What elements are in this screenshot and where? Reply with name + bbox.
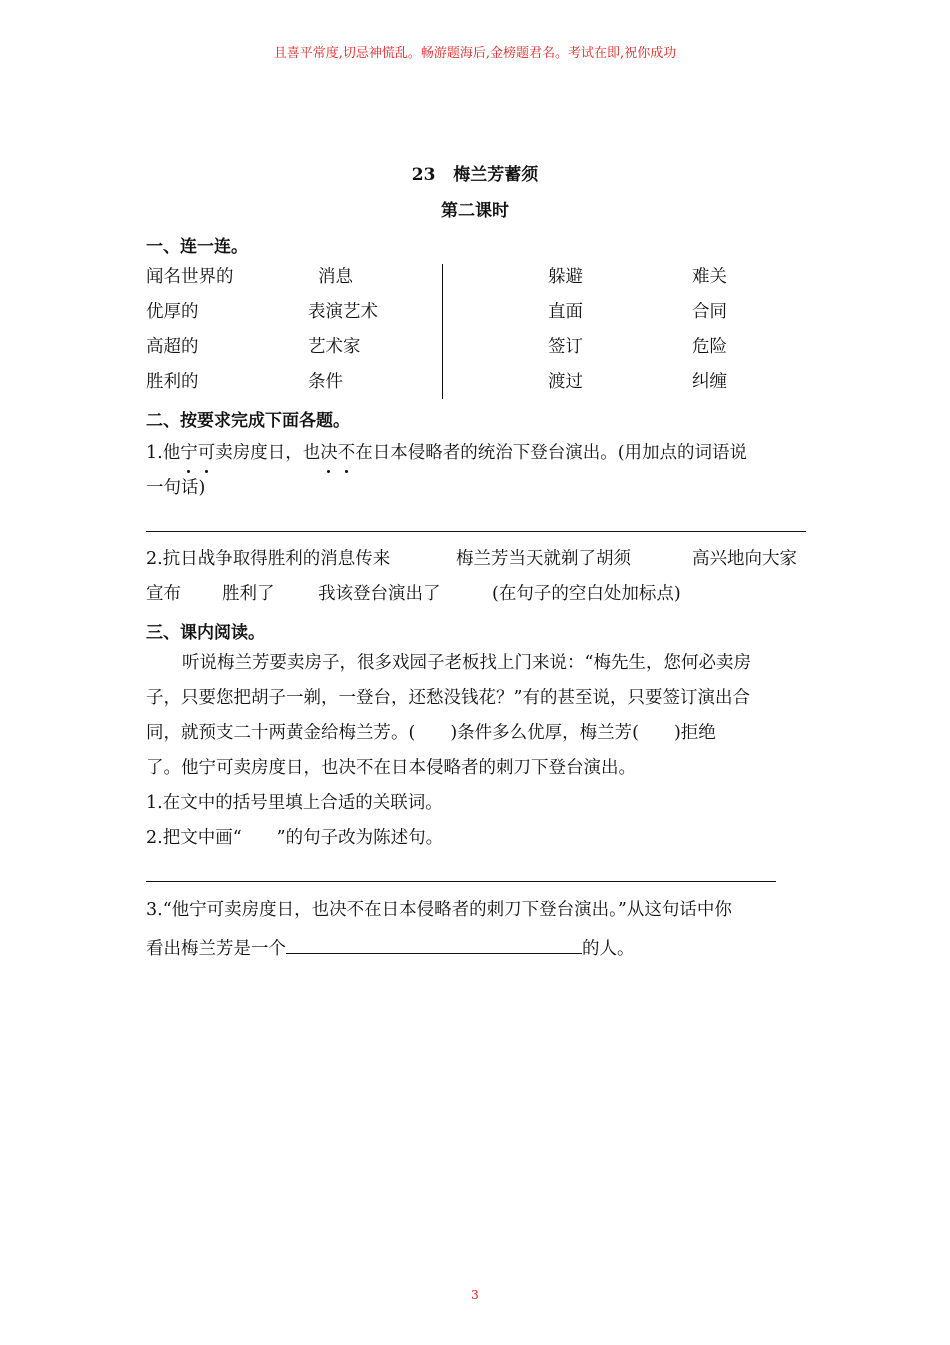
s3-q3-line1: 3.“他宁可卖房度日，也决不在日本侵略者的刺刀下登台演出。”从这句话中你 <box>146 900 732 920</box>
match-left-b-3: 艺术家 <box>308 337 361 357</box>
s3-q2: 2.把文中画“ ”的句子改为陈述句。 <box>146 828 444 848</box>
lesson-number: 23 <box>411 165 436 185</box>
s2-q1-num: 1. <box>146 443 163 463</box>
match-left-b-2: 表演艺术 <box>308 302 378 322</box>
section3-heading: 三、课内阅读。 <box>146 623 265 643</box>
dotted-char: 可 <box>197 443 216 463</box>
dotted-char: 宁 <box>180 443 198 463</box>
s2-q2-seg6: 我该登台演出了 <box>318 584 441 604</box>
answer-line <box>146 881 776 882</box>
lesson-name: 梅兰芳蓄须 <box>453 165 539 185</box>
match-right-a-1: 躲避 <box>548 267 583 287</box>
s2-q1-post: 在日本侵略者的统治下登台演出。(用加点的词语说 <box>355 443 748 463</box>
page-number: 3 <box>471 1288 479 1302</box>
s2-q2-instruction: (在句子的空白处加标点) <box>492 584 681 604</box>
match-right-b-3: 危险 <box>692 337 727 357</box>
s3-q3-pre: 看出梅兰芳是一个 <box>146 939 286 959</box>
passage-line-2: 子，只要您把胡子一剃，一登台，还愁没钱花？”有的甚至说，只要签订演出合 <box>146 688 750 708</box>
lesson-title <box>0 160 950 185</box>
s2-q2-seg1: 2.抗日战争取得胜利的消息传来 <box>146 549 391 569</box>
dotted-char: 不 <box>337 443 356 463</box>
s2-q2-seg4: 宣布 <box>146 584 181 604</box>
match-left-a-2: 优厚的 <box>146 302 199 322</box>
match-right-b-4: 纠缠 <box>692 372 727 392</box>
fill-blank[interactable] <box>286 933 582 954</box>
passage-line-3: 同，就预支二十两黄金给梅兰芳。( )条件多么优厚，梅兰芳( )拒绝 <box>146 723 716 743</box>
match-left-a-4: 胜利的 <box>146 372 199 392</box>
match-right-a-2: 直面 <box>548 302 583 322</box>
s2-q1-line2: 一句话) <box>146 478 206 498</box>
lesson-period: 第二课时 <box>441 201 509 221</box>
match-left-b-1: 消息 <box>318 267 353 287</box>
s2-q1-pre: 他 <box>162 443 181 463</box>
s3-q1: 1.在文中的括号里填上合适的关联词。 <box>146 793 443 813</box>
s3-q3-post: 的人。 <box>582 939 635 959</box>
section1-heading: 一、连一连。 <box>146 237 248 257</box>
match-left-a-3: 高超的 <box>146 337 199 357</box>
section2-heading: 二、按要求完成下面各题。 <box>146 411 350 431</box>
header-motto: 且喜平常度,切忌神慌乱。畅游题海后,金榜题君名。考试在即,祝你成功 <box>273 46 677 61</box>
s2-q2-seg5: 胜利了 <box>222 584 275 604</box>
s2-q1-line1 <box>146 441 747 465</box>
match-right-b-2: 合同 <box>692 302 727 322</box>
passage-line-4: 了。他宁可卖房度日，也决不在日本侵略者的刺刀下登台演出。 <box>146 758 636 778</box>
column-divider <box>442 264 443 399</box>
s2-q2-seg2: 梅兰芳当天就剃了胡须 <box>456 549 631 569</box>
dotted-char: 决 <box>320 443 338 463</box>
match-left-a-1: 闻名世界的 <box>146 267 234 287</box>
s3-q3-line2 <box>146 933 635 961</box>
s2-q2-seg3: 高兴地向大家 <box>692 549 797 569</box>
match-right-a-3: 签订 <box>548 337 583 357</box>
answer-line <box>146 531 806 532</box>
passage-line-1: 听说梅兰芳要卖房子，很多戏园子老板找上门来说：“梅先生，您何必卖房 <box>182 653 751 673</box>
s2-q1-mid: 卖房度日，也 <box>215 443 321 463</box>
match-left-b-4: 条件 <box>308 372 343 392</box>
match-right-b-1: 难关 <box>692 267 727 287</box>
match-right-a-4: 渡过 <box>548 372 583 392</box>
